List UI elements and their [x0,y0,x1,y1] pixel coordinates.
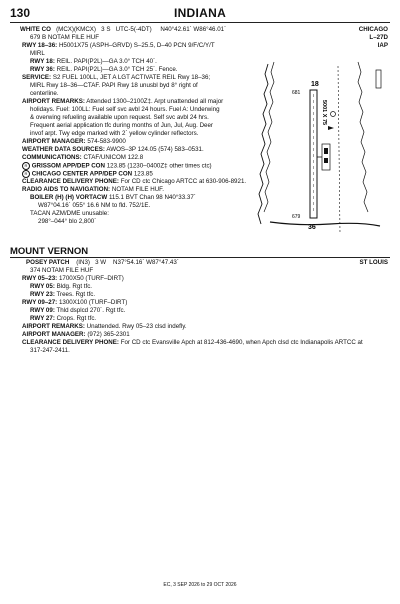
wind-cone-icon [328,126,334,130]
rwy-num-36: 36 [308,224,316,231]
chart-iap: IAP [377,42,388,49]
footer-effective-dates: EC, 3 SEP 2026 to 29 OCT 2026 [163,582,237,588]
clearance-label: CLEARANCE DELIVERY PHONE: [22,178,119,185]
service-text: S2 FUEL 100LL, JET A LGT ACTIVATE REIL Rwy 18–36; [52,74,211,81]
elev-bottom: 679 [292,214,301,220]
rwy23-label: RWY 23: [30,291,55,298]
remarks-line [22,98,223,106]
clearance-text: For CD ctc Evansville Apch at 812-436-4690, when Apch clsd ctc Indianapolis ARTCC at [120,339,363,346]
rwy18-text: REIL. PAPI(P2L)—GA 3.0° TCH 40´. [56,58,157,65]
airport-name: WHITE CO [20,26,51,33]
clearance-line2: 317-247-2411. [30,347,70,354]
rwy05-text: Bldg. Rgt tfc. [56,283,93,290]
tree-line-left [258,64,268,224]
manager-label: AIRPORT MANAGER: [22,138,86,145]
grissom-text: 123.85 (1230–0400Z‡ other times ctc) [106,162,212,170]
elev-top: 681 [292,90,301,96]
city-heading: MOUNT VERNON [10,246,89,257]
airport-coords: N37°54.16´ W87°47.43´ [113,259,179,266]
apron [322,144,330,170]
comms-label: COMMUNICATIONS: [22,154,82,161]
chart-l: L–27D [369,34,388,41]
clearance-label: CLEARANCE DELIVERY PHONE: [22,339,119,346]
clearance-text: For CD ctc Chicago ARTCC at 630-906-8921. [120,178,247,185]
state-title: INDIANA [173,6,227,20]
rwy27-line [30,315,96,323]
hangar-2 [324,158,328,163]
airport-coords: N40°42.61´ W86°46.01´ [160,26,227,33]
service-label: SERVICE: [22,74,52,81]
sectional-name: ST LOUIS [359,259,388,266]
radio-label: RADIO AIDS TO NAVIGATION: [22,186,111,193]
fence-line [338,66,340,234]
airport-ident: (IN3) [76,259,90,266]
rwy-main-line2: MIRL [30,50,45,57]
boiler-line2: W87°04.16´ 055° 16.6 NM to fld. 752/1E. [38,202,151,209]
rwy18-line [30,58,157,66]
weather-line [22,146,204,154]
rwy05-line [30,283,92,291]
manager-line [22,331,130,339]
manager-text: 574-583-9900 [87,138,126,145]
remarks-label: AIRPORT REMARKS: [22,323,85,330]
radar-symbol-icon: R [22,162,30,170]
rwy23-text: Trees. Rgt tfc. [56,291,96,298]
city-rule [10,257,390,258]
comms-line [22,154,143,162]
rwy09-line [30,307,125,315]
manager-line [22,138,126,146]
tree-line-left-2 [264,62,274,212]
boiler-label: BOILER (H) (H) VORTACW [30,194,108,201]
rwy05-label: RWY 05: [30,283,55,290]
rwy-main-label: RWY 18–36: [22,42,58,49]
remarks-text: Unattended. Rwy 05–23 clsd indefly. [86,323,187,330]
remarks-line [22,323,187,331]
rwy0927-text: 1300X100 (TURF–DIRT) [58,299,128,306]
radio-line [22,186,164,194]
airport-ident: (MCX)(KMCX) [56,26,96,33]
rwy36-line [30,66,178,74]
rwy27-text: Crops. Rgt tfc. [56,315,97,322]
rwy0523-text: 1700X50 (TURF–DIRT) [58,275,124,282]
remarks-line2: holidays. Fuel: 100LL: Fuel self svc avbl 24 hours. Fuel A: Underwing [30,106,220,113]
clearance-line [22,339,363,347]
chicago-label: CHICAGO CENTER APP/DEP CON [31,170,133,178]
hangar [324,148,328,154]
elevation-line: 679 B NOTAM FILE HUF [30,34,99,41]
rwy-dimensions-label: 5001 X 75 [321,100,327,126]
radio-text: NOTAM FILE HUF. [111,186,164,193]
page-number: 130 [10,6,31,20]
chicago-text: 123.85 [133,170,153,178]
weather-label: WEATHER DATA SOURCES: [22,146,105,153]
road [270,222,380,226]
service-line3: centerline. [30,90,59,97]
boiler-line [30,194,196,202]
airport-name: POSEY PATCH [26,259,70,266]
rwy0927-line [22,299,127,307]
rwy0927-label: RWY 09–27: [22,299,58,306]
rwy0523-label: RWY 05–23: [22,275,58,282]
remarks-line4: Frequent aerial application tfc during months of Jun, Jul, Aug. Deer [30,122,213,129]
service-line2: MIRL Rwy 18–36—CTAF. PAPI Rwy 18 unusbl byd 8° right of [30,82,198,89]
header-rule [10,22,390,23]
elevation-line: 374 NOTAM FILE HUF [30,267,94,274]
weather-text: AWOS–3P 124.05 (574) 583–0531. [106,146,204,153]
airport-title-line [26,259,179,267]
airport-title-line [20,26,226,34]
radar-symbol-icon: R [22,170,30,178]
service-line [22,74,210,82]
boiler-text: 115.1 BVT Chan 98 N40°33.37´ [108,194,196,201]
clearance-line [22,178,246,186]
rwy-num-18: 18 [311,81,319,88]
rwy18-label: RWY 18: [30,58,55,65]
rwy36-label: RWY 36: [30,66,55,73]
rwy0523-line [22,275,124,283]
comms-text: CTAF/UNICOM 122.8 [83,154,144,161]
airport-location: 3 S [101,26,111,33]
grissom-label: GRISSOM APP/DEP CON [31,162,105,170]
manager-text: (972) 365-2301 [87,331,130,338]
rwy09-label: RWY 09: [30,307,55,314]
tree-line-right [358,62,368,212]
rwy09-text: Thld dsplcd 270´. Rgt tfc. [56,307,126,314]
remarks-label: AIRPORT REMARKS: [22,98,85,105]
rwy-main-text: H5001X75 (ASPH–GRVD) S–25.5, D–40 PCN 9/F/C/Y/T [58,42,215,49]
rwy36-text: REIL. PAPI(P2L)—GA 3.0° TCH 25´. Fence. [56,66,178,73]
sectional-name: CHICAGO [358,26,388,33]
remarks-line3: & overwing refueling available upon request. Self svc avbl 24 hrs. [30,114,209,121]
rwy-main-line [22,42,215,50]
airport-diagram [240,54,390,244]
rwy23-line [30,291,95,299]
north-indicator [376,70,381,88]
tacan-line2: 298°–044° blo 2,800´ [38,218,97,225]
airport-utc: UTC-5(-4DT) [115,26,152,33]
airport-location: 3 W [95,259,107,266]
rwy27-label: RWY 27: [30,315,55,322]
tacan-line1: TACAN AZM/DME unusable: [30,210,109,217]
remarks-text: Attended 1300–2100Z‡. Arpt unattended all major [86,98,224,105]
manager-label: AIRPORT MANAGER: [22,331,86,338]
beacon-icon [331,112,336,117]
remarks-line5: invof arpt. Twy edge marked with 2´ yellow cylinder reflectors. [30,130,199,137]
